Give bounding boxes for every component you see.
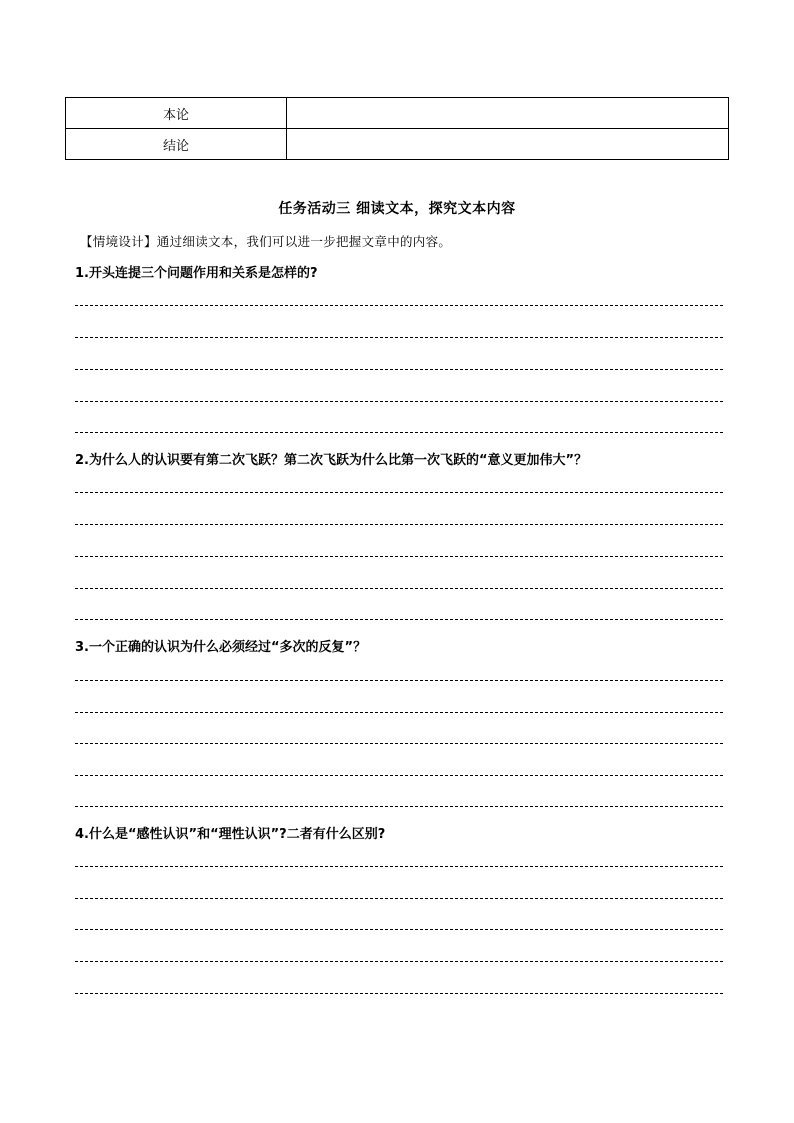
answer-line[interactable] <box>75 993 723 994</box>
answer-line[interactable] <box>75 588 723 589</box>
answer-line[interactable] <box>75 929 723 930</box>
table-row-answer-cell[interactable] <box>287 129 729 160</box>
scenario-text: 【情境设计】通过细读文本，我们可以进一步把握文章中的内容。 <box>80 234 452 249</box>
answer-line[interactable] <box>75 712 723 713</box>
answer-line[interactable] <box>75 369 723 370</box>
question-3: 3.一个正确的认识为什么必须经过“多次的反复”？ <box>75 640 367 655</box>
outline-table <box>65 97 729 160</box>
question-1: 1.开头连提三个问题作用和关系是怎样的? <box>75 266 318 281</box>
answer-line[interactable] <box>75 961 723 962</box>
answer-line[interactable] <box>75 337 723 338</box>
table-row-answer-cell[interactable] <box>287 98 729 129</box>
table-row-label: 结论 <box>66 129 287 160</box>
answer-line[interactable] <box>75 806 723 807</box>
answer-line[interactable] <box>75 619 723 620</box>
answer-line[interactable] <box>75 775 723 776</box>
answer-line[interactable] <box>75 305 723 306</box>
answer-line[interactable] <box>75 524 723 525</box>
answer-line[interactable] <box>75 866 723 867</box>
answer-line[interactable] <box>75 492 723 493</box>
table-row-label: 本论 <box>66 98 287 129</box>
answer-line[interactable] <box>75 556 723 557</box>
question-4: 4.什么是“感性认识”和“理性认识”?二者有什么区别? <box>75 827 386 842</box>
answer-line[interactable] <box>75 898 723 899</box>
answer-line[interactable] <box>75 432 723 433</box>
table-row <box>66 98 729 129</box>
answer-line[interactable] <box>75 401 723 402</box>
question-2: 2.为什么人的认识要有第二次飞跃？第二次飞跃为什么比第一次飞跃的“意义更加伟大”？ <box>75 453 588 468</box>
task-title: 任务活动三 细读文本，探究文本内容 <box>278 201 516 217</box>
answer-line[interactable] <box>75 743 723 744</box>
table-row <box>66 129 729 160</box>
answer-line[interactable] <box>75 680 723 681</box>
